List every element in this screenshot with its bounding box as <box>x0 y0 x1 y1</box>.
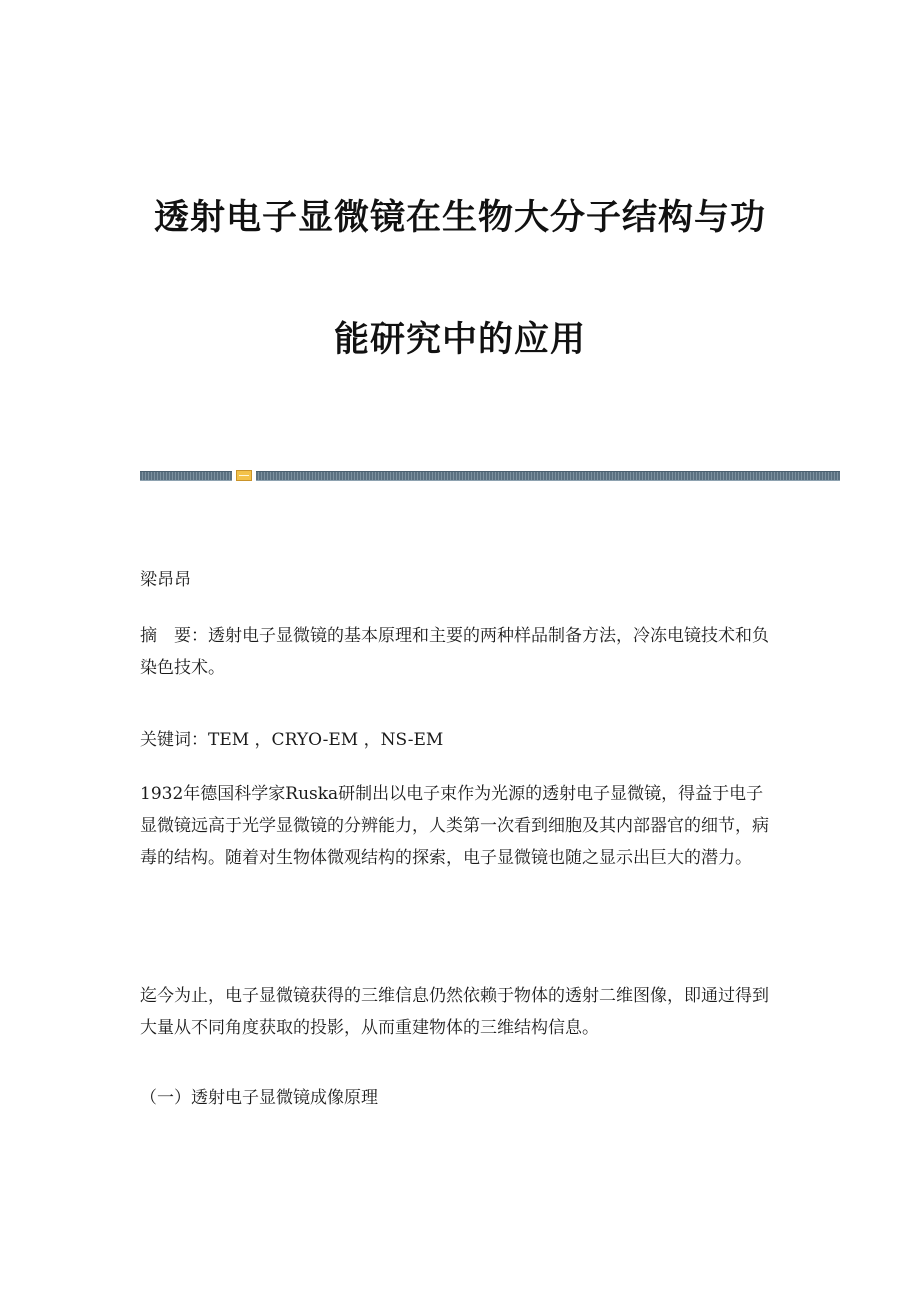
title-divider <box>140 471 840 481</box>
abstract: 摘 要：透射电子显微镜的基本原理和主要的两种样品制备方法，冷冻电镜技术和负染色技术。 <box>140 626 769 678</box>
body-paragraph-1: 1932年德国科学家Ruska研制出以电子束作为光源的透射电子显微镜，得益于电子显微镜远高于光学显微镜的分辨能力，人类第一次看到细胞及其内部器官的细节，病毒的结构。随着对生物体微观结构的探索，电子显微镜也随之显示出巨大的潜力。 <box>140 784 769 868</box>
section-heading: （一）透射电子显微镜成像原理 <box>140 1088 378 1108</box>
divider-bar-right <box>256 471 840 481</box>
body-paragraph-2: 迄今为止，电子显微镜获得的三维信息仍然依赖于物体的透射二维图像，即通过得到大量从不同角度获取的投影，从而重建物体的三维结构信息。 <box>140 986 769 1038</box>
divider-bar-left <box>140 471 232 481</box>
author-name: 梁昂昂 <box>140 570 191 590</box>
document-title-line-2: 能研究中的应用 <box>333 320 586 360</box>
keywords: 关键词：TEM ，CRYO-EM ，NS-EM <box>140 730 444 750</box>
document-title-line-1: 透射电子显微镜在生物大分子结构与功 <box>153 198 766 238</box>
envelope-ornament-icon <box>236 470 252 481</box>
